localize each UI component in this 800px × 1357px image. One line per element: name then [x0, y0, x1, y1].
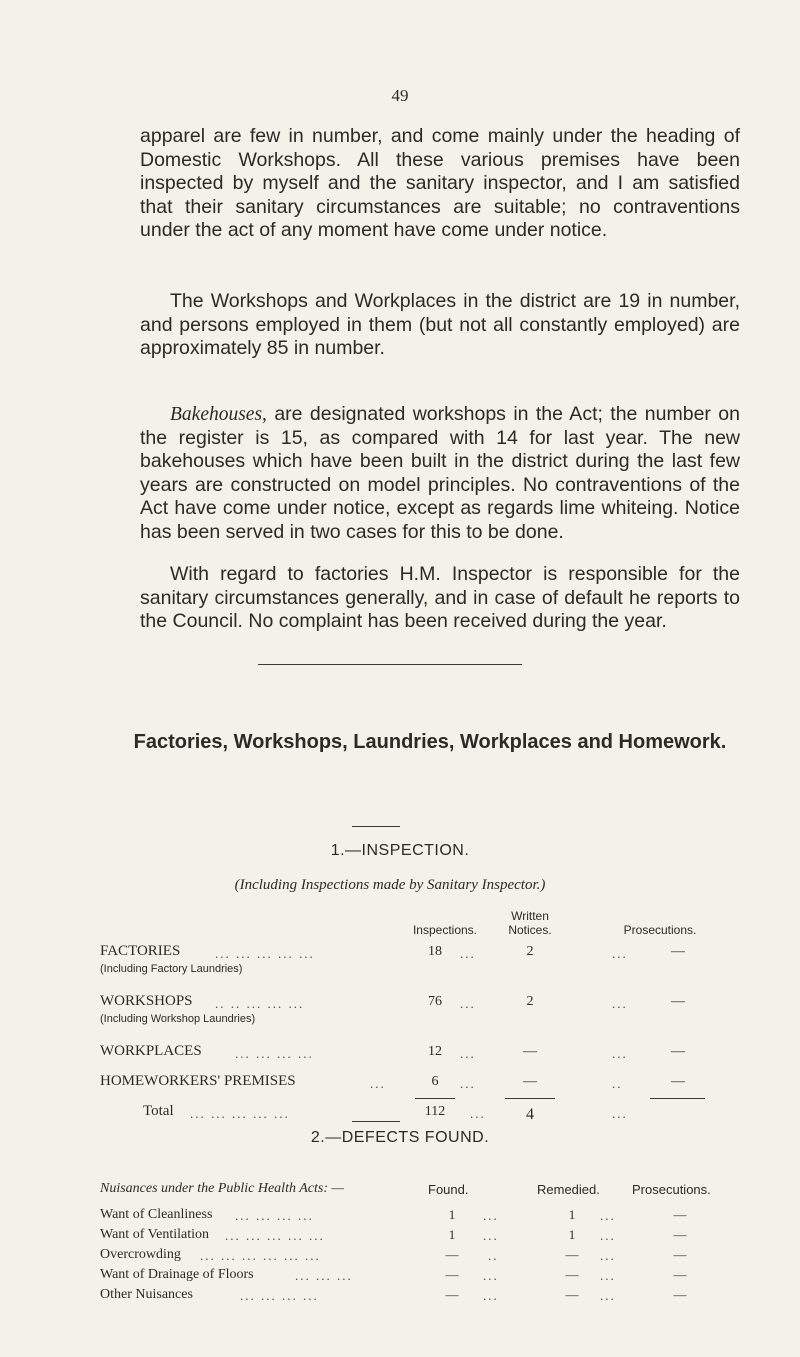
- cell-found: —: [445, 1247, 459, 1262]
- page-number: 49: [391, 86, 409, 105]
- leader-dots: ...: [460, 946, 476, 961]
- total-rule: [415, 1098, 455, 1099]
- cell-notices: 2: [526, 994, 534, 1009]
- paragraph-factories: With regard to factories H.M. Inspector is responsible for the sanitary circumstances generally, and in case of default he reports to the Council. No complaint has been received during the year.: [140, 563, 740, 632]
- leader-dots: ...: [483, 1228, 499, 1243]
- col-inspections: Inspections.: [412, 923, 478, 937]
- leader-dots: ... ... ... ... ...: [190, 1106, 290, 1121]
- cell-total-notices: 4: [526, 1106, 534, 1123]
- leader-dots: ...: [612, 996, 628, 1011]
- paragraph-workshops: The Workshops and Workplaces in the district are 19 in number, and persons employed in them (but not all constantly employed) are approximately 85 in number.: [140, 290, 740, 359]
- cell-remedied: —: [565, 1287, 579, 1302]
- cell-remedied: —: [565, 1267, 579, 1282]
- cell-defect-prosecutions: —: [673, 1207, 687, 1222]
- leader-dots: ..: [488, 1248, 499, 1263]
- defects-heading: 2.—DEFECTS FOUND.: [310, 1129, 490, 1146]
- cell-notices: —: [523, 1074, 537, 1089]
- cell-prosecutions: —: [671, 1044, 685, 1059]
- leader-dots: ...: [370, 1076, 386, 1091]
- leader-dots: ... ... ... ...: [235, 1046, 314, 1061]
- inspection-note: (Including Inspections made by Sanitary Inspector.): [234, 877, 546, 893]
- cell-inspections: 18: [428, 944, 442, 959]
- leader-dots: ... ... ... ...: [240, 1288, 319, 1303]
- leader-dots: ...: [600, 1228, 616, 1243]
- cell-remedied: 1: [568, 1207, 576, 1222]
- paragraph-apparel: apparel are few in number, and come mainly under the heading of Domestic Workshops. All these various premises have been inspected by myself and the sanitary inspector, and I am satisfied that their sanitary circumstances are suitable; no contraventions under the act of any moment have come under notice.: [140, 125, 740, 241]
- defect-label: Want of Cleanliness: [100, 1207, 213, 1222]
- col-written-notices: Written Notices.: [508, 909, 552, 937]
- row-sub-workshops: (Including Workshop Laundries): [100, 1013, 256, 1025]
- leader-dots: ...: [460, 1046, 476, 1061]
- leader-dots: ..: [612, 1076, 623, 1091]
- leader-dots: ...: [483, 1208, 499, 1223]
- defect-label: Other Nuisances: [100, 1287, 193, 1302]
- row-label-total: Total: [143, 1103, 174, 1119]
- cell-prosecutions: —: [671, 994, 685, 1009]
- cell-found: 1: [448, 1227, 456, 1242]
- cell-defect-prosecutions: —: [673, 1227, 687, 1242]
- leader-dots: ... ... ... ...: [235, 1208, 314, 1223]
- row-sub-factories: (Including Factory Laundries): [100, 963, 243, 975]
- cell-remedied: —: [565, 1247, 579, 1262]
- row-label-homeworkers: HOMEWORKERS' PREMISES: [100, 1073, 296, 1089]
- leader-dots: ...: [460, 1076, 476, 1091]
- col-prosecutions: Prosecutions.: [623, 923, 697, 937]
- row-label-workplaces: WORKPLACES: [100, 1043, 202, 1059]
- col-defects-prosecutions: Prosecutions.: [632, 1182, 711, 1197]
- divider: [258, 664, 522, 665]
- cell-notices: —: [523, 1044, 537, 1059]
- defect-label: Want of Drainage of Floors: [100, 1267, 254, 1282]
- bakehouses-lead: Bakehouses,: [170, 404, 267, 425]
- leader-dots: ...: [612, 1046, 628, 1061]
- divider-short: [352, 826, 400, 827]
- cell-prosecutions: —: [671, 1074, 685, 1089]
- cell-total-inspections: 112: [424, 1104, 446, 1119]
- cell-defect-prosecutions: —: [673, 1267, 687, 1282]
- defect-label: Overcrowding: [100, 1247, 181, 1262]
- leader-dots: ...: [483, 1268, 499, 1283]
- cell-found: —: [445, 1267, 459, 1282]
- cell-found: 1: [448, 1207, 456, 1222]
- leader-dots: ...: [460, 996, 476, 1011]
- leader-dots: ...: [483, 1288, 499, 1303]
- leader-dots: ...: [470, 1106, 486, 1121]
- defect-label: Want of Ventilation: [100, 1227, 210, 1242]
- total-rule: [650, 1098, 705, 1099]
- leader-dots: ... ... ... ... ...: [215, 946, 315, 961]
- cell-notices: 2: [526, 944, 534, 959]
- section-heading: Factories, Workshops, Laundries, Workplaces and Homework.: [133, 731, 727, 753]
- cell-remedied: 1: [568, 1227, 576, 1242]
- col-remedied: Remedied.: [537, 1182, 600, 1197]
- leader-dots: ...: [612, 946, 628, 961]
- leader-dots: ...: [600, 1208, 616, 1223]
- divider-short: [352, 1121, 400, 1122]
- leader-dots: ... ... ... ... ... ...: [200, 1248, 321, 1263]
- bakehouses-text: are designated workshops in the Act; the number on the register is 15, as compared with 14 for last year. The new bakehouses which have been built in the district during the last few years are constructed on model principles. No contraventions of the Act have come under notice, except as regards lime whiteing. Notice has been served in two cases for this to be done.: [140, 403, 740, 543]
- leader-dots: ...: [600, 1268, 616, 1283]
- leader-dots: ...: [612, 1106, 628, 1121]
- cell-found: —: [445, 1287, 459, 1302]
- leader-dots: ...: [600, 1248, 616, 1263]
- leader-dots: ...: [600, 1288, 616, 1303]
- inspection-heading: 1.—INSPECTION.: [330, 842, 470, 859]
- cell-defect-prosecutions: —: [673, 1247, 687, 1262]
- cell-prosecutions: —: [671, 944, 685, 959]
- cell-defect-prosecutions: —: [673, 1287, 687, 1302]
- leader-dots: ... ... ... ... ...: [225, 1228, 325, 1243]
- cell-inspections: 12: [428, 1044, 442, 1059]
- row-label-factories: FACTORIES: [100, 943, 181, 959]
- cell-inspections: 6: [431, 1074, 439, 1089]
- cell-inspections: 76: [428, 994, 442, 1009]
- row-label-workshops: WORKSHOPS: [100, 993, 193, 1009]
- leader-dots: ... ... ...: [295, 1268, 353, 1283]
- defects-left-heading: Nuisances under the Public Health Acts: —: [100, 1181, 344, 1196]
- leader-dots: .. .. ... ... ...: [215, 996, 305, 1011]
- total-rule: [505, 1098, 555, 1099]
- col-found: Found.: [428, 1182, 469, 1197]
- paragraph-bakehouses: [140, 403, 740, 544]
